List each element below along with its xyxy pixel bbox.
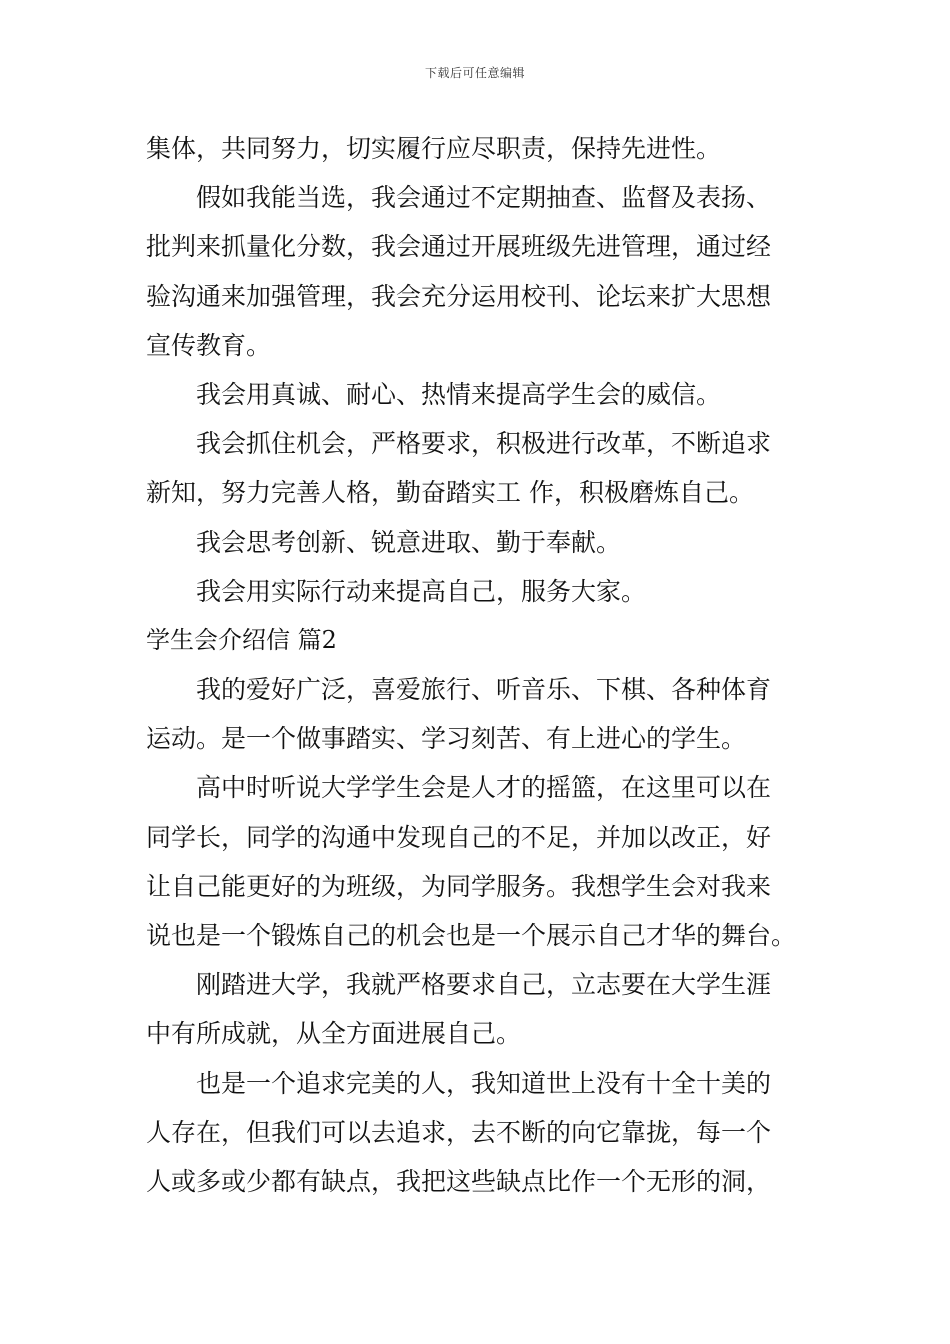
text-line: 集体，共同努力，切实履行应尽职责，保持先进性。 xyxy=(146,134,722,163)
text-line: 人或多或少都有缺点，我把这些缺点比作一个无形的洞， xyxy=(146,1166,772,1196)
text-line: 批判来抓量化分数，我会通过开展班级先进管理，通过经 xyxy=(146,232,772,262)
text-line: 我会用实际行动来提高自己，服务大家。 xyxy=(196,576,647,606)
text-line: 我会抓住机会，严格要求，积极进行改革，不断追求 xyxy=(196,429,772,459)
text-line: 我会思考创新、锐意进取、勤于奉献。 xyxy=(196,527,622,557)
text-line: 中有所成就，从全方面进展自己。 xyxy=(146,1019,522,1049)
text-line: 人存在，但我们可以去追求，去不断的向它靠拢，每一个 xyxy=(146,1117,772,1147)
text-line: 运动。是一个做事踏实、学习刻苦、有上进心的学生。 xyxy=(146,724,747,754)
text-line: 宣传教育。 xyxy=(146,330,272,360)
section-heading: 学生会介绍信 篇2 xyxy=(146,625,337,654)
text-line: 假如我能当选，我会通过不定期抽查、监督及表扬、 xyxy=(196,183,772,213)
text-line: 说也是一个锻炼自己的机会也是一个展示自己才华的舞台。 xyxy=(146,921,797,950)
text-line: 我会用真诚、耐心、热情来提高学生会的威信。 xyxy=(196,379,722,409)
text-line: 让自己能更好的为班级，为同学服务。我想学生会对我来 xyxy=(146,871,772,901)
header-note: 下载后可任意编辑 xyxy=(424,66,525,80)
body-text xyxy=(146,124,810,1206)
text-line: 验沟通来加强管理，我会充分运用校刊、论坛来扩大思想 xyxy=(146,281,772,311)
text-line: 刚踏进大学，我就严格要求自己，立志要在大学生涯 xyxy=(196,970,772,1000)
text-line: 也是一个追求完美的人，我知道世上没有十全十美的 xyxy=(196,1068,772,1098)
text-line: 同学长，同学的沟通中发现自己的不足，并加以改正，好 xyxy=(146,822,772,852)
text-line: 高中时听说大学学生会是人才的摇篮，在这里可以在 xyxy=(196,773,772,803)
text-line: 新知，努力完善人格，勤奋踏实工 作，积极磨炼自己。 xyxy=(146,478,754,508)
text-line: 我的爱好广泛，喜爱旅行、听音乐、下棋、各种体育 xyxy=(196,675,772,705)
